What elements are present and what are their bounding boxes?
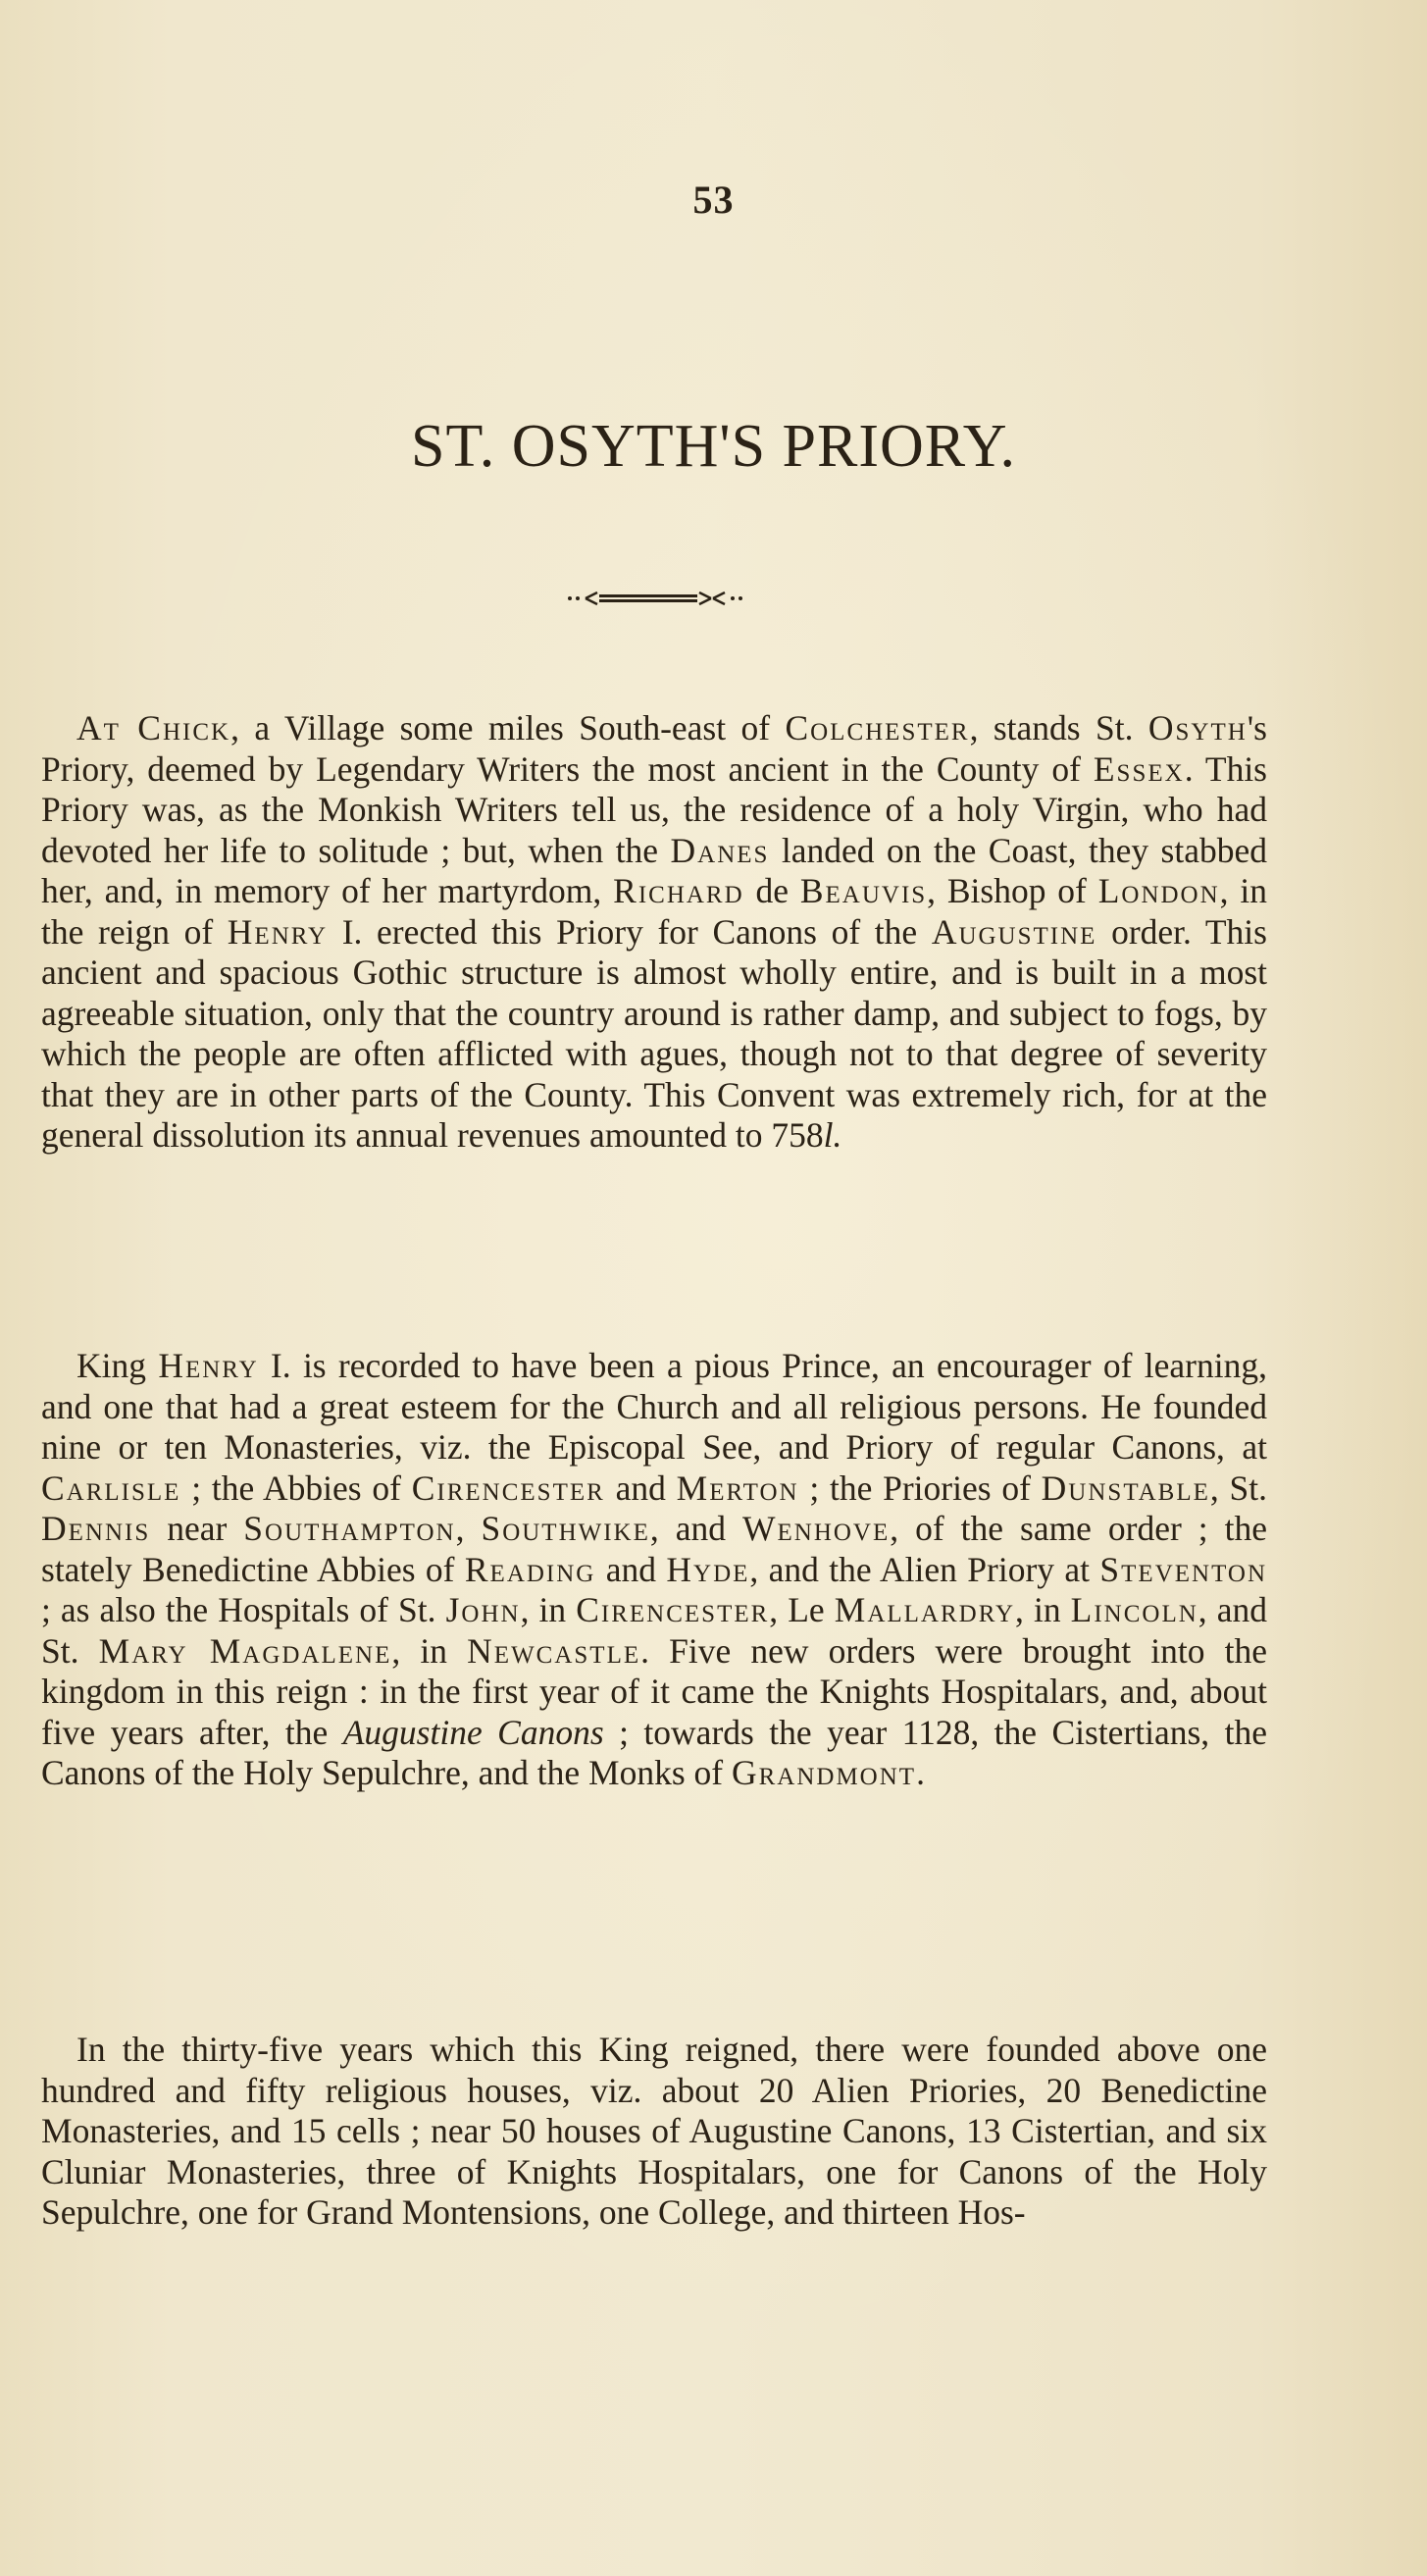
paragraph-text xyxy=(41,708,1267,1157)
small-caps-text: Colchester xyxy=(785,708,970,747)
paragraph-2 xyxy=(41,1346,1267,1794)
text-run: and xyxy=(604,1468,677,1508)
small-caps-text: Cirencester xyxy=(576,1590,770,1629)
small-caps-text: Mary Magdalene xyxy=(98,1630,392,1671)
small-caps-text: Augustine xyxy=(931,911,1097,952)
text-run: , xyxy=(455,1509,482,1548)
text-run: . This Priory was, as the Monkish Writers tell us, the residence of a holy Virgin, who had devoted her life to solitude ; but, when the xyxy=(41,748,1267,870)
text-run: , stands St. xyxy=(969,708,1148,747)
text-run: , and xyxy=(649,1509,742,1548)
small-caps-text: London xyxy=(1097,871,1220,910)
text-run: near xyxy=(150,1509,244,1548)
text-run: and xyxy=(595,1549,667,1589)
small-caps-text: Cirencester xyxy=(411,1468,605,1508)
text-run: , and the Alien Priory at xyxy=(749,1549,1100,1589)
text-run: , in xyxy=(520,1590,577,1629)
small-caps-text: Beauvis xyxy=(799,871,928,910)
small-caps-text: At Chick xyxy=(76,708,231,747)
paragraph-text xyxy=(41,1346,1267,1794)
text-run: , in the reign of xyxy=(41,871,1267,952)
page-number: 53 xyxy=(692,178,735,222)
small-caps-text: Southwike xyxy=(481,1509,650,1548)
text-run: , Bishop of xyxy=(927,871,1098,910)
text-run: . Five new orders were brought into the kingdom in this reign : in the first year of it came the Knights Hospitalars, and, about five years after, the xyxy=(41,1630,1267,1752)
text-run: , Le xyxy=(769,1590,835,1629)
small-caps-text: Lincoln xyxy=(1070,1590,1198,1629)
text-run: , in xyxy=(1015,1590,1071,1629)
text-run: de xyxy=(743,871,800,910)
text-run: 's Priory, deemed by Legendary Writers the most ancient in the County of xyxy=(41,708,1267,789)
text-run: , and St. xyxy=(41,1590,1267,1671)
text-run: ; the Abbies of xyxy=(180,1468,412,1508)
text-run: , St. xyxy=(1209,1468,1268,1508)
text-run: order. This ancient and spacious Gothic structure is almost wholly entire, and is built in a most agreeable situation, only that the country around is rather damp, and subject to fogs, by which the people are often afflicted with agues, though not to that degree of severity that they are in other parts of the County. This Convent was extremely rich, for at the general dissolution its annual revenues amounted to 758 xyxy=(41,911,1267,1155)
small-caps-text: Danes xyxy=(670,830,770,870)
text-run: I. erected this Priory for Canons of the xyxy=(328,911,932,952)
small-caps-text: Steventon xyxy=(1099,1549,1267,1589)
small-caps-text: Henry xyxy=(158,1346,259,1385)
small-caps-text: Merton xyxy=(676,1468,799,1508)
small-caps-text: Newcastle xyxy=(467,1630,641,1671)
small-caps-text: Henry xyxy=(227,911,329,952)
chapter-title: ST. OSYTH'S PRIORY. xyxy=(410,413,1017,480)
small-caps-text: Carlisle xyxy=(41,1468,181,1508)
small-caps-text: Mallardry xyxy=(834,1590,1016,1629)
small-caps-text: Wenhove xyxy=(741,1509,891,1548)
text-run: King xyxy=(76,1346,159,1385)
paragraph-text xyxy=(41,2030,1267,2234)
paragraph-1 xyxy=(41,708,1267,1157)
small-caps-text: Dunstable xyxy=(1041,1468,1210,1508)
small-caps-text: Osyth xyxy=(1147,708,1248,747)
small-caps-text: Grandmont xyxy=(731,1753,917,1792)
small-caps-text: John xyxy=(445,1590,521,1629)
text-run: I. is recorded to have been a pious Prince, an encourager of learning, and one that had a great esteem for the Church and all religious persons. He founded nine or ten Monasteries, viz. the Episcopal See, and Priory of regular Canons, at xyxy=(41,1346,1267,1467)
ornament-rule-icon xyxy=(564,587,750,610)
text-run: , in xyxy=(391,1630,468,1671)
small-caps-text: Reading xyxy=(464,1549,596,1589)
small-caps-text: Essex xyxy=(1093,748,1185,789)
text-run: . xyxy=(916,1753,925,1792)
text-run: , a Village some miles South-east of xyxy=(230,708,786,747)
text-run: ; as also the Hospitals of St. xyxy=(41,1590,446,1629)
small-caps-text: Hyde xyxy=(666,1549,750,1589)
text-run: ; the Priories of xyxy=(798,1468,1042,1508)
small-caps-text: Dennis xyxy=(41,1509,151,1548)
text-run: In the thirty-five years which this King reigned, there were founded above one hundred and fifty religious houses, viz. about 20 Alien Priories, 20 Benedictine Monasteries, and 15 cells ; near 50 houses of Augustine Canons, 13 Cistertian, and six Cluniar Monasteries, three of Knights Hospitalars, one for Canons of the Holy Sepulchre, one for Grand Montensions, one College, and thirteen Hos- xyxy=(41,2030,1267,2232)
text-run: , of the same order ; the stately Benedictine Abbies of xyxy=(41,1509,1268,1589)
text-run: ; towards the year 1128, the Cistertians, the Canons of the Holy Sepulchre, and the Monks of xyxy=(41,1712,1267,1792)
small-caps-text: Richard xyxy=(613,871,744,910)
italic-text: l. xyxy=(823,1115,842,1155)
small-caps-text: Southampton xyxy=(243,1509,456,1548)
italic-text: Augustine Canons xyxy=(342,1712,604,1752)
text-run: landed on the Coast, they stabbed her, and, in memory of her martyrdom, xyxy=(41,830,1267,910)
paragraph-3 xyxy=(41,2030,1267,2234)
